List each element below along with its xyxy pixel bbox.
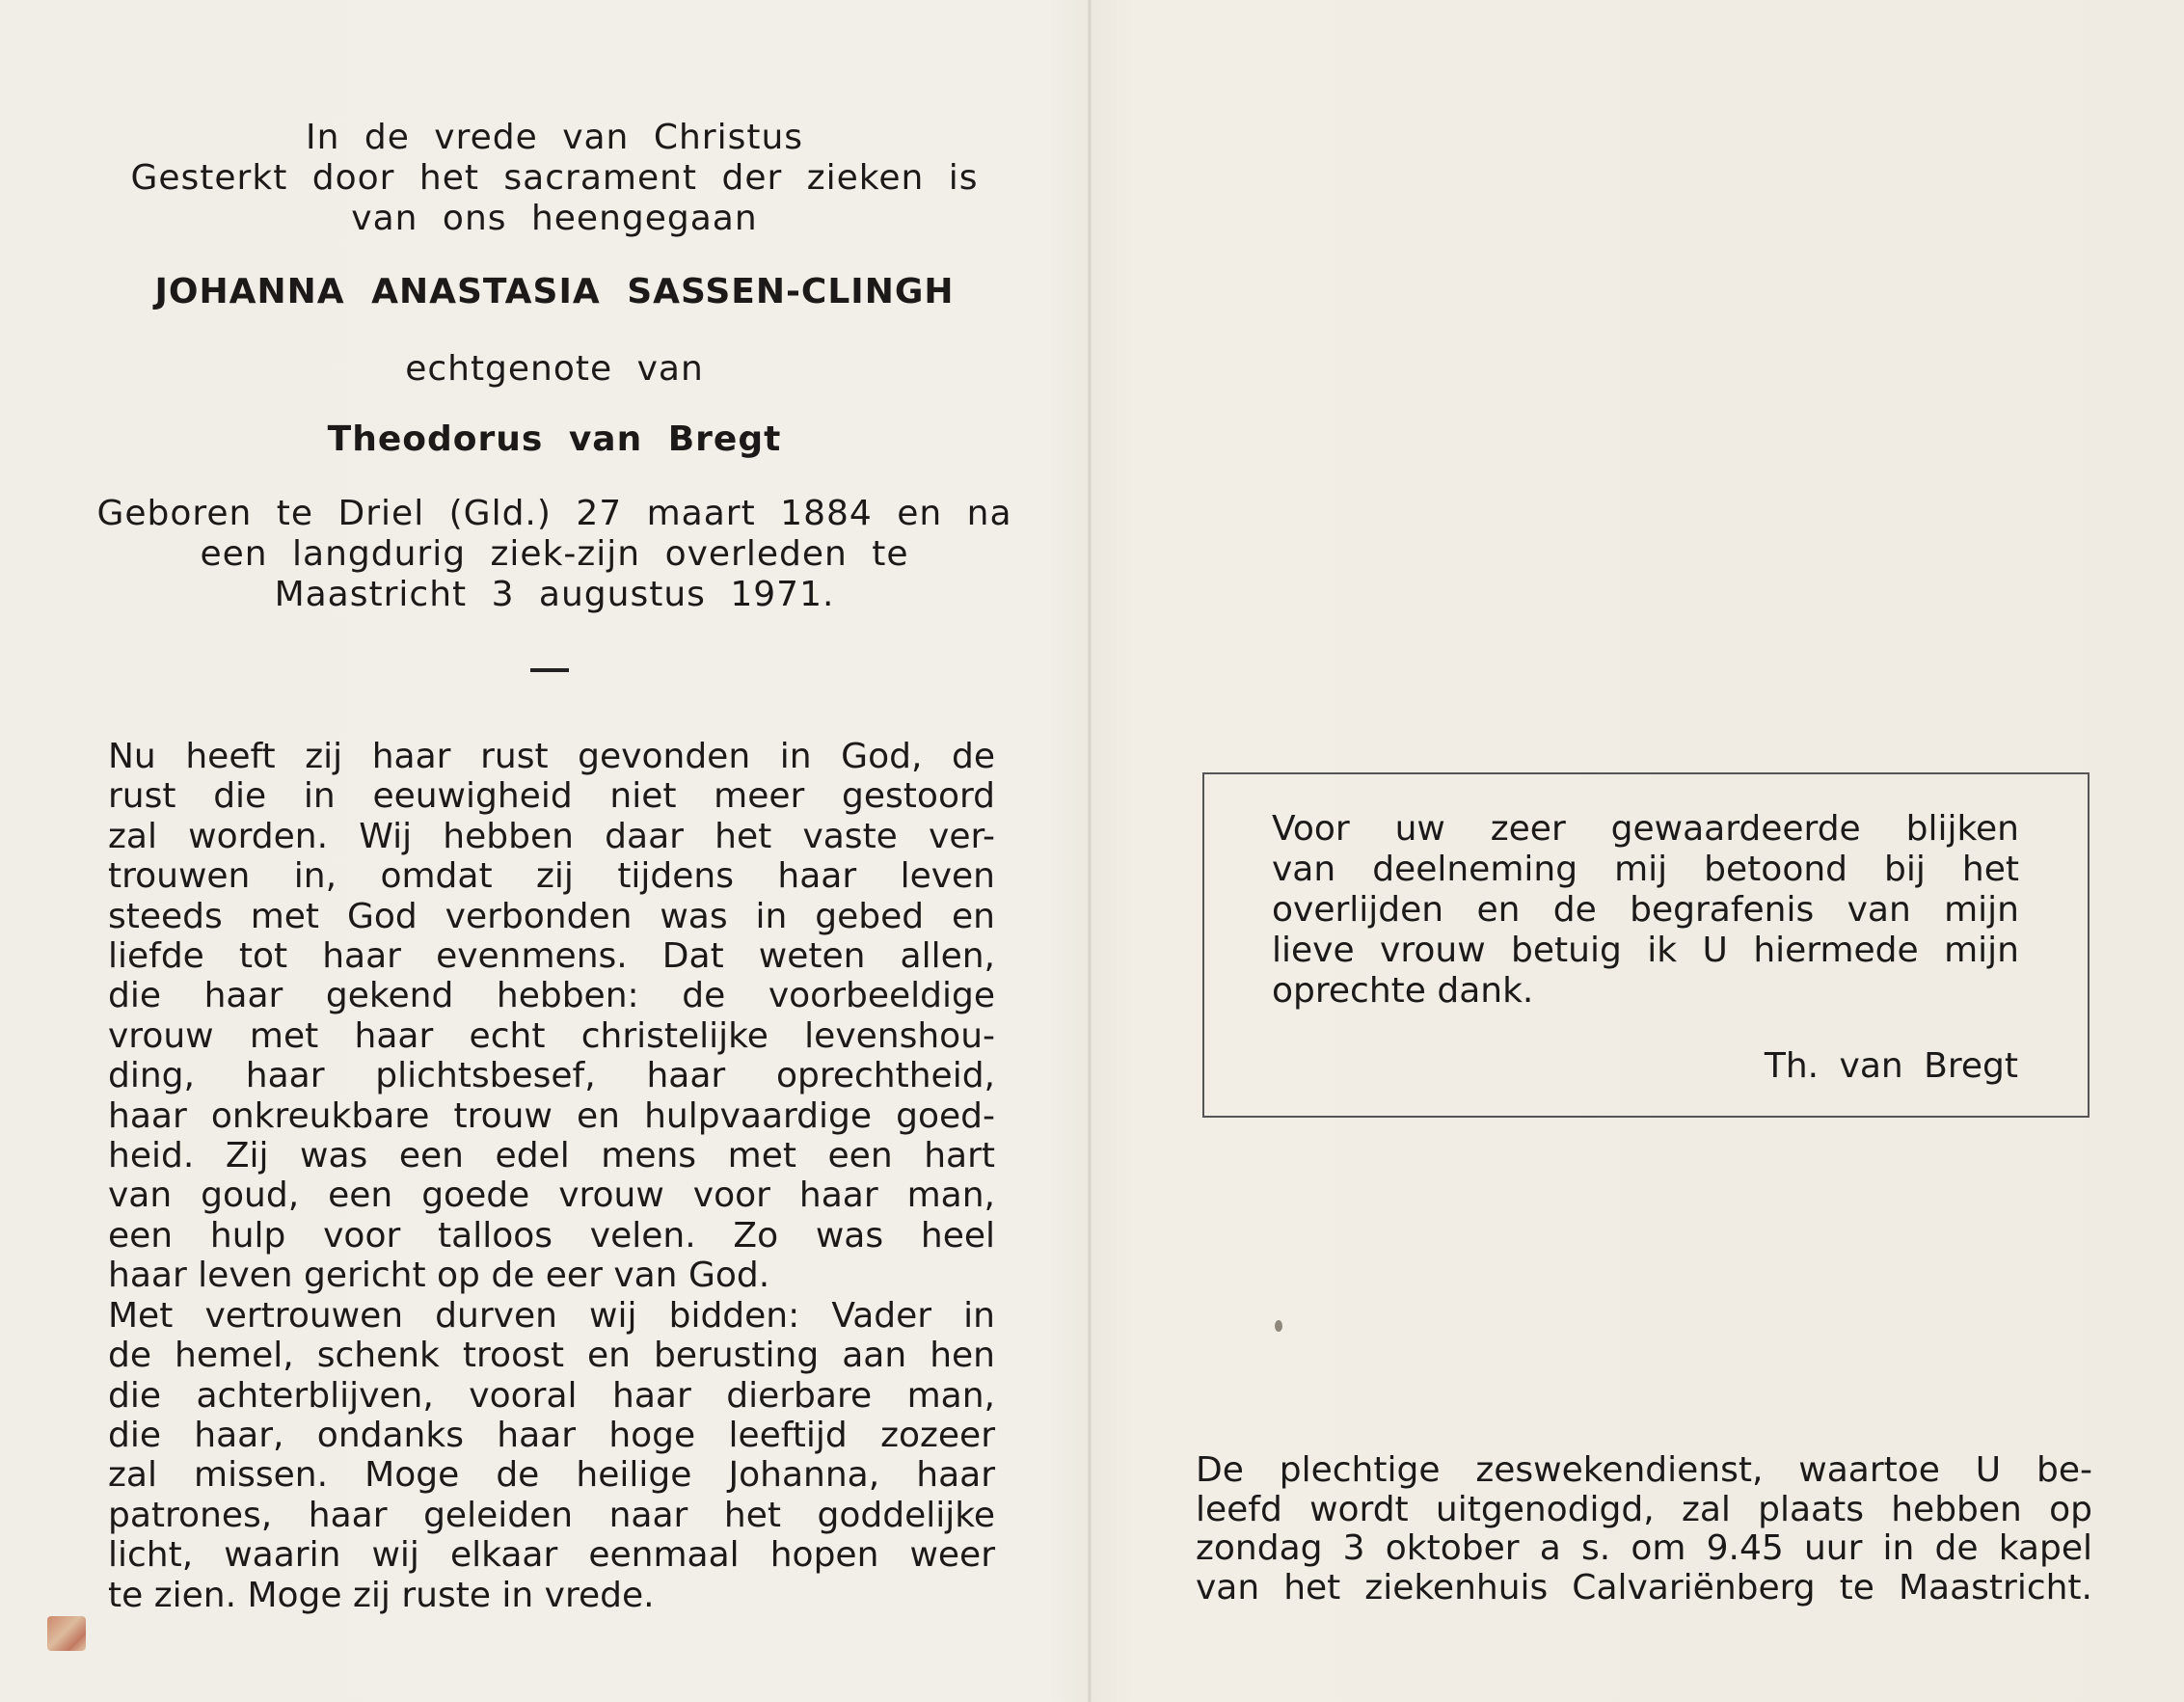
tribute-line: trouwen in, omdat zij tijdens haar leven [108,856,995,897]
paper-speck [1275,1320,1282,1332]
tribute-line: steeds met God verbonden was in gebed en [108,896,995,936]
signature: Th. van Bregt [1764,1046,2018,1086]
tribute-line: haar leven gericht op de eer van God. [108,1256,770,1296]
heading-line: van ons heengegaan [351,199,758,238]
birth-death-line: Geboren te Driel (Gld.) 27 maart 1884 en na [96,494,1012,533]
left-panel [0,0,1088,1702]
tribute-line: die achterblijven, vooral haar dierbare man, [108,1375,995,1416]
service-line: De plechtige zeswekendienst, waartoe U be- [1196,1450,2092,1490]
tribute-line: patrones, haar geleiden naar het goddelijke [108,1495,995,1535]
tribute-line: licht, waarin wij elkaar eenmaal hopen weer [108,1535,995,1576]
birth-death-line: Maastricht 3 augustus 1971. [274,575,835,614]
tribute-line: ding, haar plichtsbesef, haar oprechtheid, [108,1056,995,1096]
birth-death-line: een langdurig ziek-zijn overleden te [200,534,909,574]
heading-line: In de vrede van Christus [305,118,804,157]
tribute-line: die haar, ondanks haar hoge leeftijd zozeer [108,1415,995,1455]
tribute-line: vrouw met haar echt christelijke levenshou- [108,1015,995,1056]
service-line: zondag 3 oktober a s. om 9.45 uur in de kapel [1196,1528,2092,1568]
thank-you-line: van deelneming mij betoond bij het [1272,850,2019,889]
thank-you-message [1272,809,2019,1012]
tribute-line: van goud, een goede vrouw voor haar man, [108,1175,995,1216]
section-separator [530,668,569,672]
relation-text: echtgenote van [405,349,704,389]
tribute-line: heid. Zij was een edel mens met een hart [108,1136,995,1176]
tribute-line: die haar gekend hebben: de voorbeeldige [108,976,995,1016]
opening-heading [96,118,1012,239]
thank-you-line: Voor uw zeer gewaardeerde blijken [1272,809,2019,849]
tribute-text [108,737,995,1615]
thank-you-line: overlijden en de begrafenis van mijn [1272,890,2019,930]
thank-you-line: oprechte dank. [1272,971,1534,1011]
service-line: van het ziekenhuis Calvariënberg te Maastricht. [1196,1567,2092,1607]
tribute-line: Met vertrouwen durven wij bidden: Vader in [108,1295,995,1336]
scanner-mark-icon [47,1616,86,1651]
tribute-line: de hemel, schenk troost en berusting aan hen [108,1336,995,1376]
tribute-line: een hulp voor talloos velen. Zo was heel [108,1215,995,1256]
tribute-line: Nu heeft zij haar rust gevonden in God, de [108,737,995,776]
memorial-service-notice [1196,1451,2092,1607]
tribute-line: te zien. Moge zij ruste in vrede. [108,1575,655,1615]
tribute-line: liefde tot haar evenmens. Dat weten allen, [108,936,995,977]
spouse-name: Theodorus van Bregt [327,419,782,459]
tribute-line: zal worden. Wij hebben daar het vaste ver- [108,816,995,856]
birth-death-details [96,494,1012,615]
heading-line: Gesterkt door het sacrament der zieken is [130,158,979,198]
thank-you-line: lieve vrouw betuig ik U hiermede mijn [1272,931,2019,970]
thank-you-box [1202,772,2090,1118]
tribute-line: rust die in eeuwigheid niet meer gestoord [108,776,995,817]
tribute-line: haar onkreukbare trouw en hulpvaardige goed- [108,1095,995,1136]
deceased-name: JOHANNA ANASTASIA SASSEN-CLINGH [154,272,955,311]
service-line: leefd wordt uitgenodigd, zal plaats hebben op [1196,1489,2092,1529]
tribute-line: zal missen. Moge de heilige Johanna, haar [108,1455,995,1496]
